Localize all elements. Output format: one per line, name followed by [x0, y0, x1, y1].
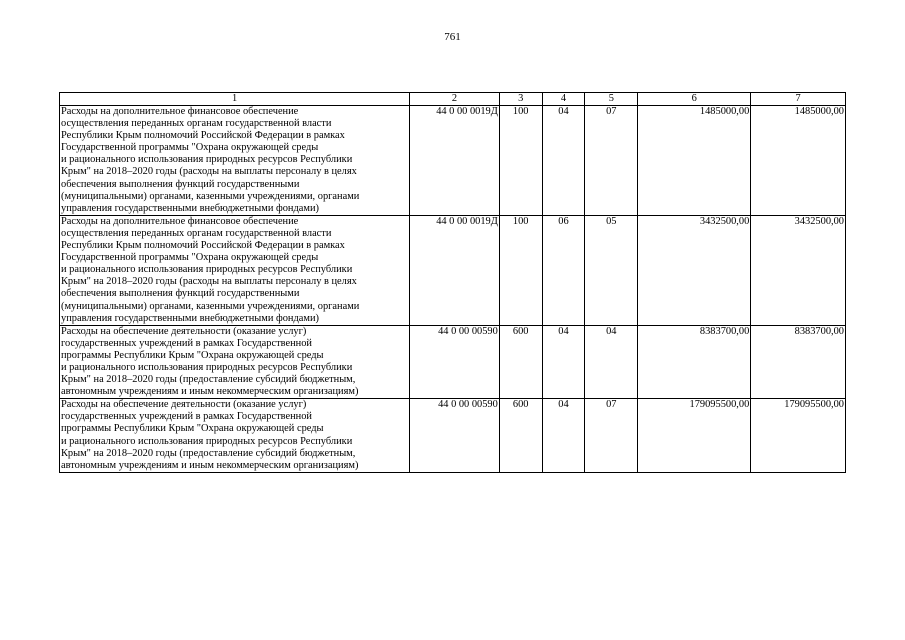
- expense-type-code: 100: [499, 215, 542, 325]
- header-col-2: 2: [410, 93, 500, 106]
- target-article-code: 44 0 00 0019Д: [410, 106, 500, 216]
- amount-col-6: 8383700,00: [638, 325, 751, 399]
- expense-description: Расходы на дополнительное финансовое обеспечение осуществления переданных органам государственной власти Республики Крым полномочий Российской Федерации в рамках Государственной программы "Охрана окружающей среды и рационального использования природных ресурсов Республики Крым" на 2018–2020 годы (расходы на выплаты персоналу в целях обеспечения выполнения функций государственными (муниципальными) органами, казенными учреждениями, органами управления государственными внебюджетными фондами): [60, 215, 410, 325]
- expense-type-code: 600: [499, 325, 542, 399]
- table-row: [60, 106, 846, 216]
- header-col-3: 3: [499, 93, 542, 106]
- target-article-code: 44 0 00 0019Д: [410, 215, 500, 325]
- amount-col-6: 1485000,00: [638, 106, 751, 216]
- expense-description: Расходы на обеспечение деятельности (оказание услуг) государственных учреждений в рамках Государственной программы Республики Крым "Охрана окружающей среды и рационального использования природных ресурсов Республики Крым" на 2018–2020 годы (предоставление субсидий бюджетным, автономным учреждениям и иным некоммерческим организациям): [60, 325, 410, 399]
- budget-table: [59, 92, 846, 473]
- amount-col-7: 1485000,00: [751, 106, 846, 216]
- header-col-5: 5: [585, 93, 638, 106]
- section-code: 04: [542, 325, 585, 399]
- subsection-code: 04: [585, 325, 638, 399]
- section-code: 06: [542, 215, 585, 325]
- section-code: 04: [542, 399, 585, 473]
- subsection-code: 07: [585, 106, 638, 216]
- expense-type-code: 100: [499, 106, 542, 216]
- subsection-code: 05: [585, 215, 638, 325]
- section-code: 04: [542, 106, 585, 216]
- expense-description: Расходы на дополнительное финансовое обеспечение осуществления переданных органам государственной власти Республики Крым полномочий Российской Федерации в рамках Государственной программы "Охрана окружающей среды и рационального использования природных ресурсов Республики Крым" на 2018–2020 годы (расходы на выплаты персоналу в целях обеспечения выполнения функций государственными (муниципальными) органами, казенными учреждениями, органами управления государственными внебюджетными фондами): [60, 106, 410, 216]
- header-row: [60, 93, 846, 106]
- header-col-7: 7: [751, 93, 846, 106]
- header-col-6: 6: [638, 93, 751, 106]
- table-row: [60, 215, 846, 325]
- amount-col-7: 8383700,00: [751, 325, 846, 399]
- header-col-4: 4: [542, 93, 585, 106]
- header-col-1: 1: [60, 93, 410, 106]
- amount-col-6: 179095500,00: [638, 399, 751, 473]
- amount-col-7: 3432500,00: [751, 215, 846, 325]
- expense-description: Расходы на обеспечение деятельности (оказание услуг) государственных учреждений в рамках Государственной программы Республики Крым "Охрана окружающей среды и рационального использования природных ресурсов Республики Крым" на 2018–2020 годы (предоставление субсидий бюджетным, автономным учреждениям и иным некоммерческим организациям): [60, 399, 410, 473]
- expense-type-code: 600: [499, 399, 542, 473]
- amount-col-7: 179095500,00: [751, 399, 846, 473]
- amount-col-6: 3432500,00: [638, 215, 751, 325]
- subsection-code: 07: [585, 399, 638, 473]
- table-row: [60, 325, 846, 399]
- target-article-code: 44 0 00 00590: [410, 325, 500, 399]
- table-row: [60, 399, 846, 473]
- target-article-code: 44 0 00 00590: [410, 399, 500, 473]
- page-number: 761: [444, 31, 461, 43]
